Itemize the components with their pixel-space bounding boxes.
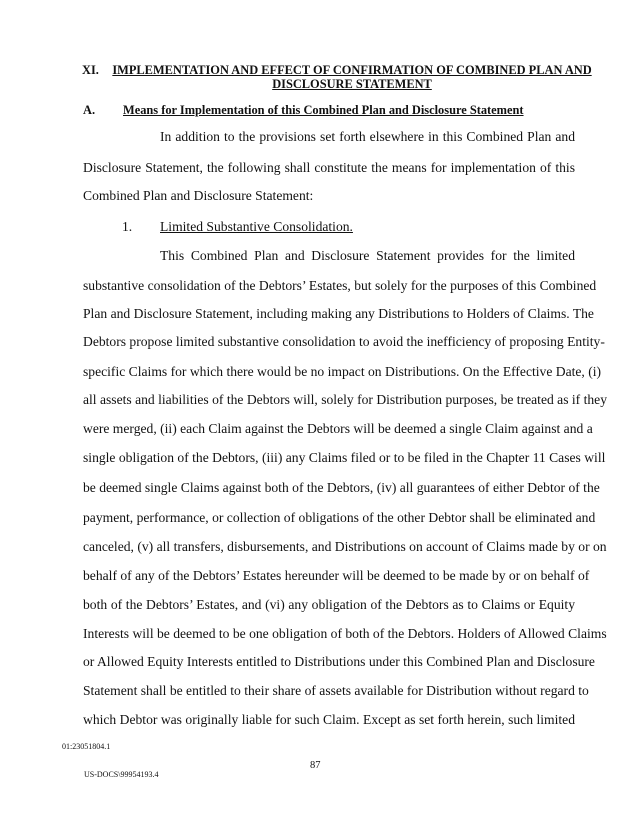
body-line: payment, performance, or collection of obligations of the other Debtor shall be eliminated and <box>83 510 596 525</box>
section-heading <box>82 63 592 91</box>
body-line: specific Claims for which there would be no impact on Distributions. On the Effective Date, (i) <box>83 364 602 379</box>
body-line: which Debtor was originally liable for such Claim. Except as set forth herein, such limited <box>83 712 575 727</box>
section-title: IMPLEMENTATION AND EFFECT OF CONFIRMATION OF COMBINED PLAN AND DISCLOSURE STATEMENT <box>112 63 592 91</box>
body-line: behalf of any of the Debtors’ Estates hereunder will be deemed to be made by or on behalf of <box>83 568 590 583</box>
subsection-title: Means for Implementation of this Combined Plan and Disclosure Statement <box>123 103 524 117</box>
body-line: were merged, (ii) each Claim against the Debtors will be deemed a single Claim against and a <box>83 421 593 436</box>
list-item-label: Limited Substantive Consolidation. <box>160 219 353 234</box>
footer-document-id: 01:23051804.1 <box>62 742 111 751</box>
section-number: XI. <box>82 63 99 77</box>
body-line: Interests will be deemed to be one obligation of both of the Debtors. Holders of Allowed Claims <box>83 626 607 641</box>
intro-line: Disclosure Statement, the following shall constitute the means for implementation of this <box>83 160 575 175</box>
page-number: 87 <box>310 760 321 771</box>
body-line: Debtors propose limited substantive consolidation to avoid the inefficiency of proposing Entity- <box>83 334 605 349</box>
body-line: both of the Debtors’ Estates, and (vi) any obligation of the Debtors as to Claims or Equity <box>83 597 575 612</box>
body-line: single obligation of the Debtors, (iii) any Claims filed or to be filed in the Chapter 11 Cases will <box>83 450 606 465</box>
intro-line: In addition to the provisions set forth elsewhere in this Combined Plan and <box>160 129 575 144</box>
list-item-heading <box>122 219 353 235</box>
body-line: or Allowed Equity Interests entitled to Distributions under this Combined Plan and Disclosure <box>83 654 595 669</box>
intro-line: Combined Plan and Disclosure Statement: <box>83 188 314 203</box>
body-line: substantive consolidation of the Debtors’ Estates, but solely for the purposes of this Combined <box>83 278 597 293</box>
footer-docs-id: US-DOCS\99954193.4 <box>84 770 159 779</box>
body-line: canceled, (v) all transfers, disbursements, and Distributions on account of Claims made by or on <box>83 539 607 554</box>
list-item-number: 1. <box>122 219 133 234</box>
body-line: Plan and Disclosure Statement, including making any Distributions to Holders of Claims. The <box>83 306 594 321</box>
body-line: Statement shall be entitled to their share of assets available for Distribution without regard to <box>83 683 589 698</box>
body-line: This Combined Plan and Disclosure Statement provides for the limited <box>160 248 575 263</box>
body-line: be deemed single Claims against both of the Debtors, (iv) all guarantees of either Debtor of the <box>83 480 600 495</box>
body-line: all assets and liabilities of the Debtors will, solely for Distribution purposes, be treated as if they <box>83 392 608 407</box>
subsection-letter: A. <box>83 103 96 117</box>
